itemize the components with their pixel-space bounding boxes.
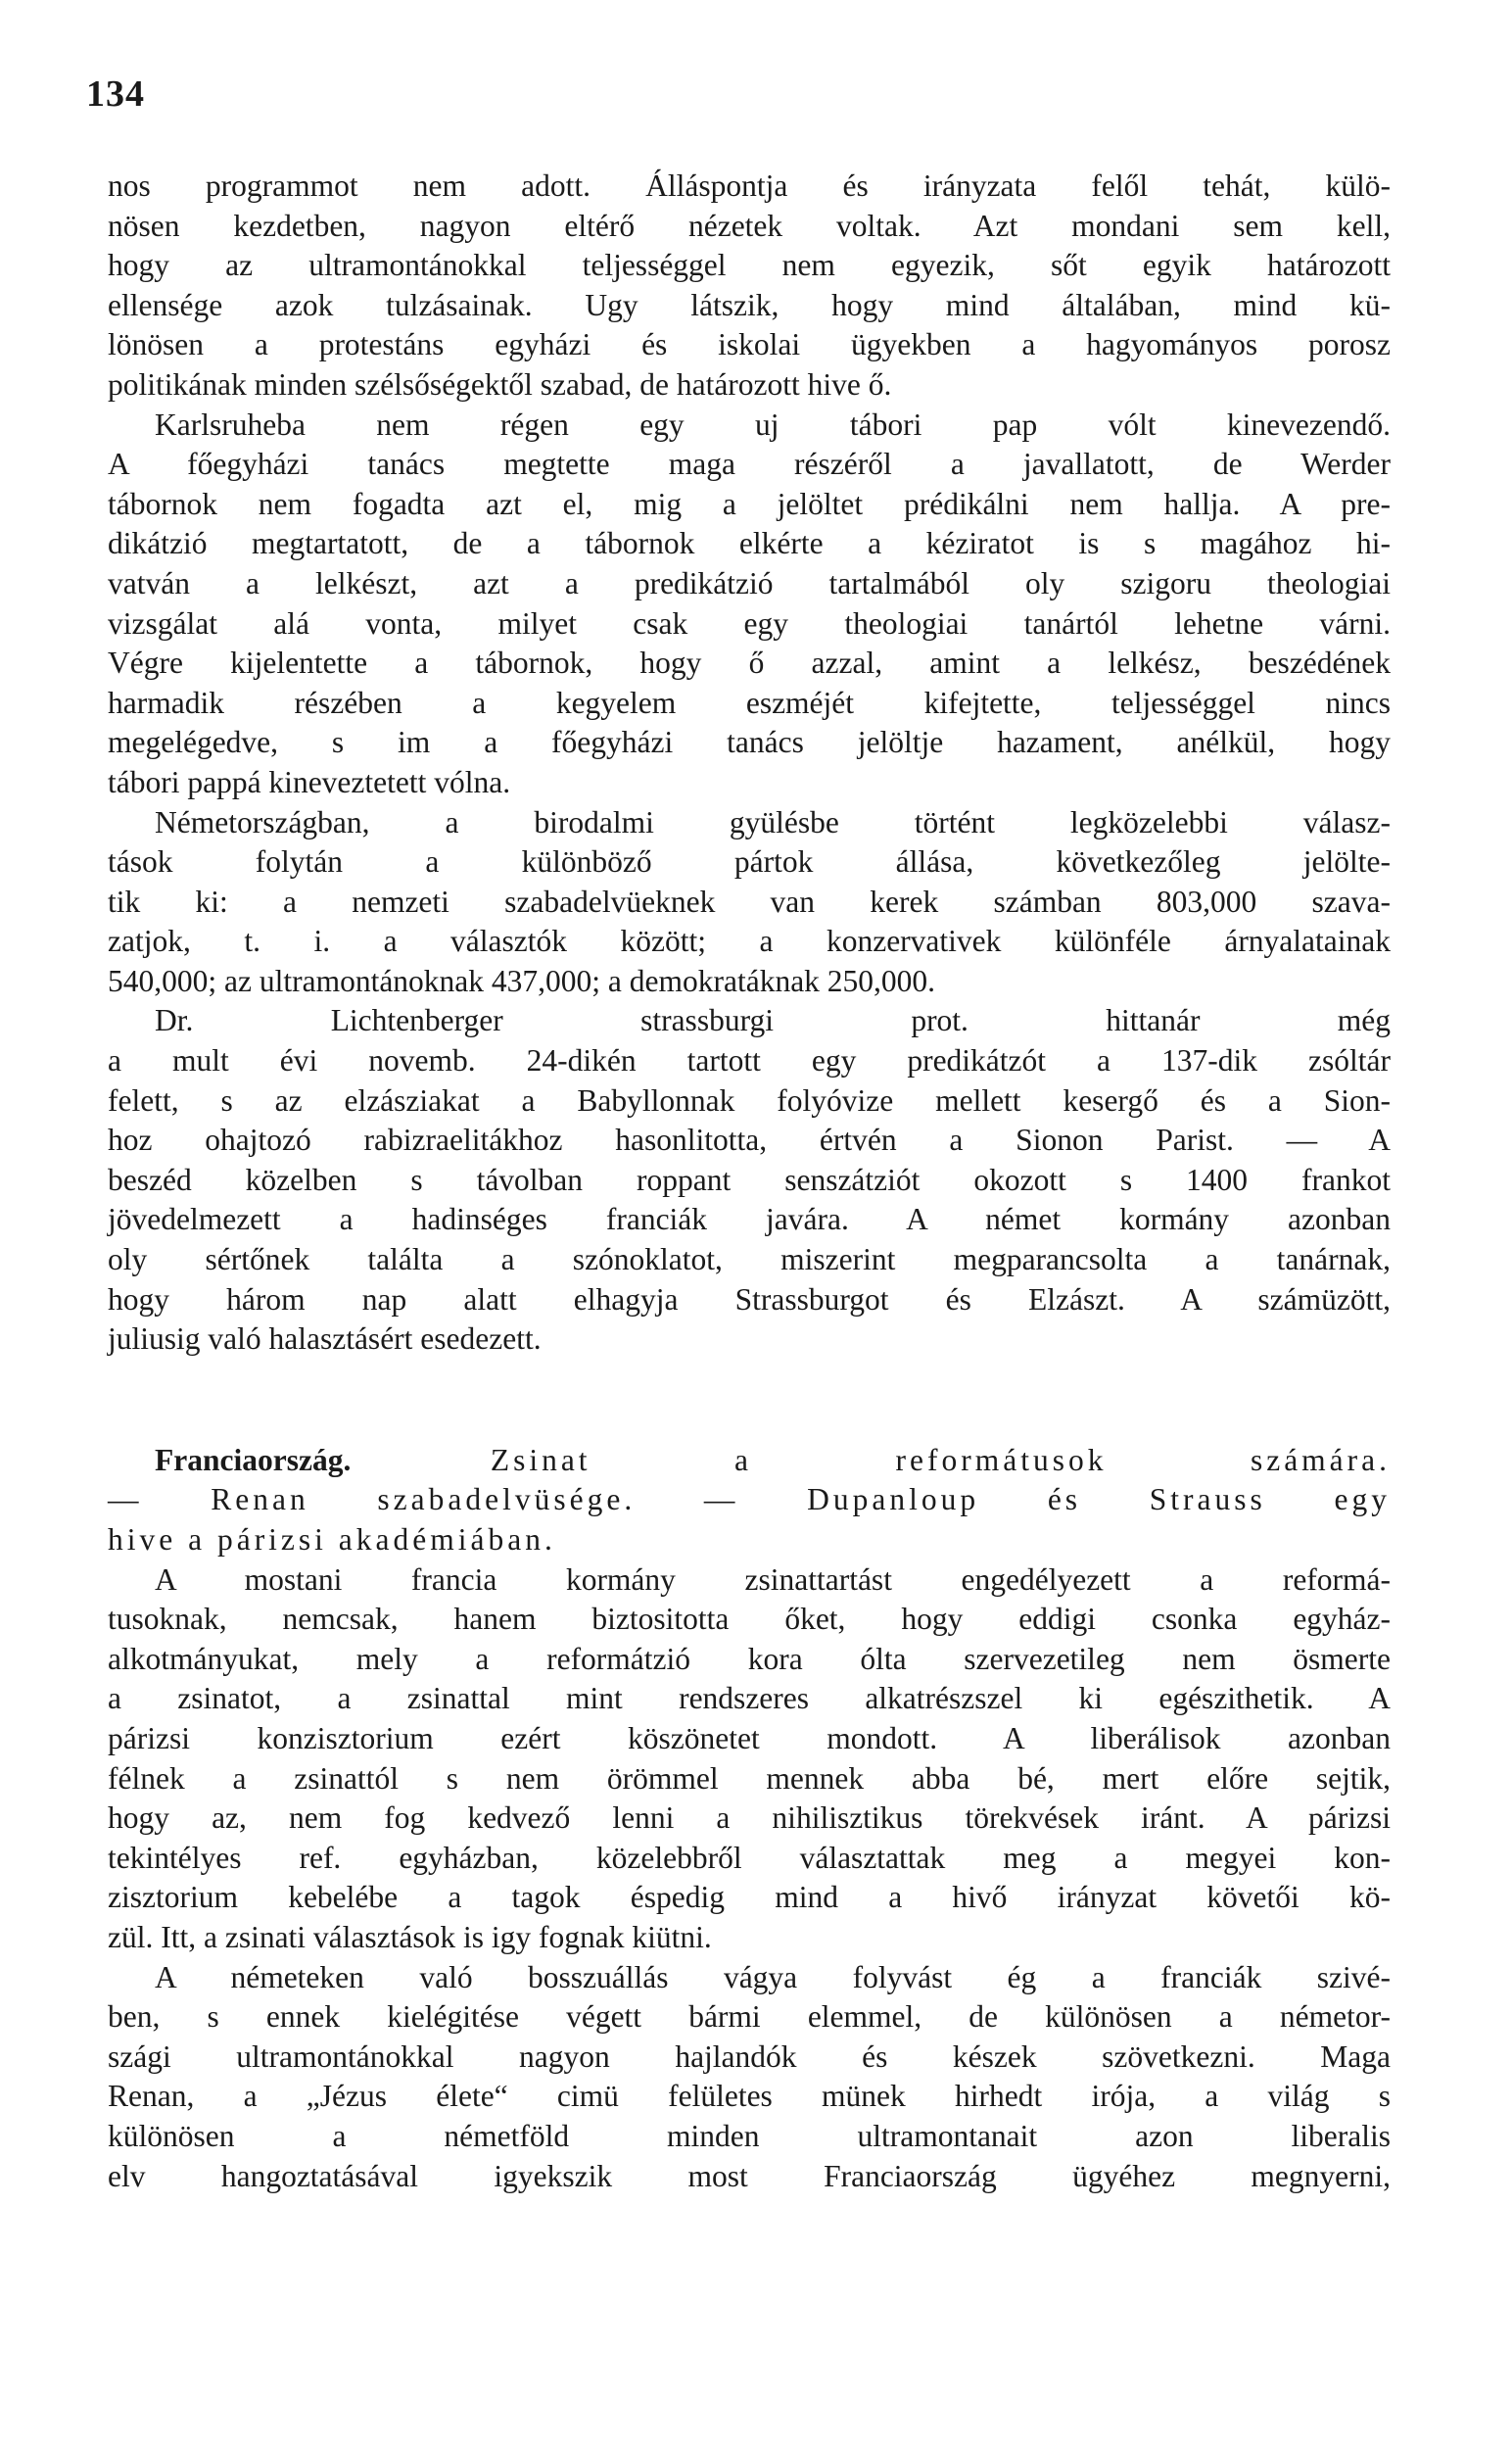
section-divider-space [108, 1360, 1391, 1441]
text-line: zisztorium kebelébe a tagok éspedig mind a hivő irányzat követői kö- [108, 1880, 1391, 1915]
text-line: ellensége azok tulzásainak. Ugy látszik, hogy mind általában, mind kü- [108, 287, 1391, 322]
text-line: vatván a lelkészt, azt a predikátzió tartalmából oly szigoru theologiai [108, 565, 1391, 600]
page-number: 134 [86, 73, 145, 115]
text-line: elv hangoztatásával igyekszik most Franciaország ügyéhez megnyerni, [108, 2158, 1391, 2193]
text-line: Végre kijelentette a tábornok, hogy ő azzal, amint a lelkész, beszédének [108, 646, 1391, 681]
section-heading-line: hive a párizsi akadémiában. [108, 1522, 556, 1557]
text-line: harmadik részében a kegyelem eszméjét kifejtette, teljességgel nincs [108, 685, 1391, 720]
text-line: nösen kezdetben, nagyon eltérő nézetek voltak. Azt mondani sem kell, [108, 208, 1391, 243]
text-line: politikának minden szélsőségektől szabad, de határozott hive ő. [108, 366, 892, 402]
text-line: tások folytán a különböző pártok állása, következőleg jelölte- [108, 844, 1391, 880]
text-line: A főegyházi tanács megtette maga részéről a javallatott, de Werder [108, 447, 1391, 482]
text-line: tábornok nem fogadta azt el, mig a jelöltet prédikálni nem hallja. A pre- [108, 486, 1391, 521]
text-line: megelégedve, s im a főegyházi tanács jelöltje hazament, anélkül, hogy [108, 725, 1391, 760]
text-line: oly sértőnek találta a szónoklatot, miszerint megparancsolta a tanárnak, [108, 1242, 1391, 1277]
text-line: juliusig való halasztásért esedezett. [108, 1321, 542, 1357]
section-france [108, 1441, 1391, 2196]
section-heading [108, 1441, 1391, 1481]
section-heading-topic: Zsinat a reformátusok számára. [490, 1442, 1392, 1477]
text-line: tekintélyes ref. egyházban, közelebbről választattak meg a megyei kon- [108, 1840, 1391, 1875]
text-line: hoz ohajtozó rabizraelitákhoz hasonlitotta, értvén a Sionon Parist. — A [108, 1123, 1391, 1158]
text-line: beszéd közelben s távolban roppant senszátziót okozott s 1400 frankot [108, 1162, 1391, 1197]
text-line: Dr. Lichtenberger strassburgi prot. hittanár még [155, 1003, 1391, 1038]
text-line: hogy az ultramontánokkal teljességgel nem egyezik, sőt egyik határozott [108, 248, 1391, 283]
text-line: párizsi konzisztorium ezért köszönetet mondott. A liberálisok azonban [108, 1720, 1391, 1755]
text-line: hogy három nap alatt elhagyja Strassburgot és Elzászt. A számüzött, [108, 1281, 1391, 1317]
text-line: zül. Itt, a zsinati választások is igy fognak kiütni. [108, 1919, 712, 1954]
text-line: tik ki: a nemzeti szabadelvüeknek van kerek számban 803,000 szava- [108, 884, 1391, 919]
text-line: a zsinatot, a zsinattal mint rendszeres alkatrészszel ki egészithetik. A [108, 1681, 1391, 1716]
text-line: ben, s ennek kielégitése végett bármi elemmel, de különösen a németor- [108, 1999, 1391, 2035]
text-line: Karlsruheba nem régen egy uj tábori pap vólt kinevezendő. [155, 407, 1391, 442]
section-heading-line: — Renan szabadelvüsége. — Dupanloup és Strauss egy [108, 1482, 1391, 1517]
text-line: vizsgálat alá vonta, milyet csak egy theologiai tanártól lehetne várni. [108, 605, 1391, 641]
text-line: Renan, a „Jézus élete“ cimü felületes münek hirhedt irója, a világ s [108, 2079, 1391, 2114]
text-line: dikátzió megtartatott, de a tábornok elkérte a kéziratot is s magához hi- [108, 526, 1391, 561]
text-line: hogy az, nem fog kedvező lenni a nihilisztikus törekvések iránt. A párizsi [108, 1800, 1391, 1836]
text-line: tusoknak, nemcsak, hanem biztositotta őket, hogy eddigi csonka egyház- [108, 1602, 1391, 1637]
text-line: felett, s az elzásziakat a Babyllonnak folyóvize mellett kesergő és a Sion- [108, 1082, 1391, 1118]
text-line: különösen a németföld minden ultramontanait azon liberalis [108, 2118, 1391, 2153]
text-line: jövedelmezett a hadinséges franciák javára. A német kormány azonban [108, 1202, 1391, 1237]
text-line: alkotmányukat, mely a reformátzió kora ólta szervezetileg nem ösmerte [108, 1641, 1391, 1676]
text-line: A mostani francia kormány zsinattartást engedélyezett a reformá- [155, 1561, 1391, 1597]
text-line: a mult évi novemb. 24-dikén tartott egy predikátzót a 137-dik zsóltár [108, 1043, 1391, 1079]
text-line: szági ultramontánokkal nagyon hajlandók és készek szövetkezni. Maga [108, 2038, 1391, 2074]
text-line: zatjok, t. i. a választók között; a konzervativek különféle árnyalatainak [108, 924, 1391, 959]
text-line: nos programmot nem adott. Álláspontja és irányzata felől tehát, külö- [108, 168, 1391, 203]
text-line: 540,000; az ultramontánoknak 437,000; a demokratáknak 250,000. [108, 963, 936, 998]
section-heading-country: Franciaország. [155, 1442, 352, 1477]
text-line: lönösen a protestáns egyházi és iskolai ügyekben a hagyományos porosz [108, 327, 1391, 362]
text-line: félnek a zsinattól s nem örömmel mennek abba bé, mert előre sejtik, [108, 1760, 1391, 1796]
section-germany [108, 167, 1391, 1360]
text-line: Németországban, a birodalmi gyülésbe történt legközelebbi válasz- [155, 804, 1391, 839]
text-line: tábori pappá kineveztetett vólna. [108, 764, 511, 799]
text-column [108, 167, 1391, 2196]
text-line: A németeken való bosszuállás vágya folyvást ég a franciák szivé- [155, 1959, 1391, 1994]
